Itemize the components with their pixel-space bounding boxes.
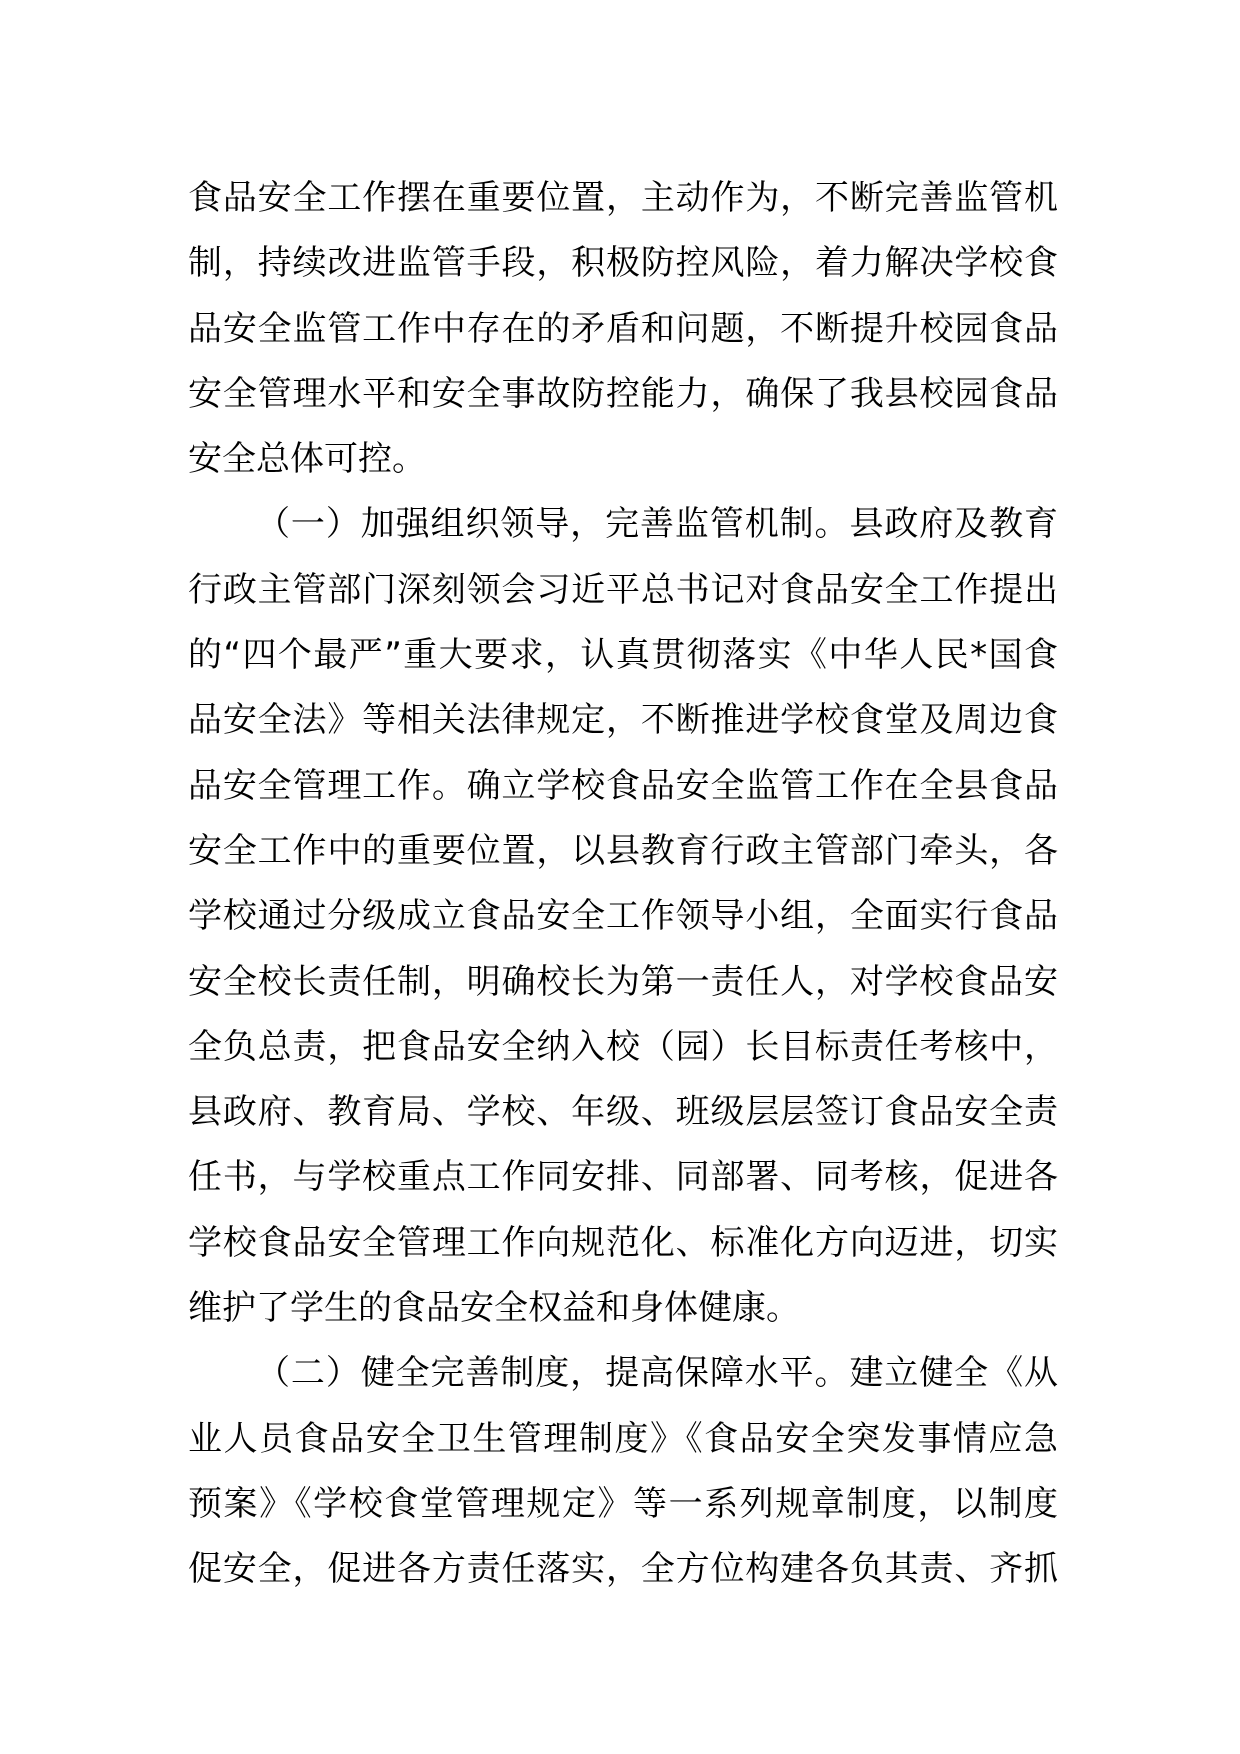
text-line: 学校通过分级成立食品安全工作领导小组，全面实行食品 (188, 896, 1058, 937)
text-line: 制，持续改进监管手段，积极防控风险，着力解决学校食 (188, 243, 1058, 284)
paragraph-heading-line: （二）健全完善制度，提高保障水平。建立健全《从 (256, 1353, 1058, 1394)
text-line: 任书，与学校重点工作同安排、同部署、同考核，促进各 (188, 1157, 1058, 1198)
text-line: 安全总体可控。 (188, 439, 426, 480)
text-line: 行政主管部门深刻领会习近平总书记对食品安全工作提出 (188, 569, 1058, 610)
text-line: 县政府、教育局、学校、年级、班级层层签订食品安全责 (188, 1092, 1058, 1133)
text-line: 维护了学生的食品安全权益和身体健康。 (188, 1288, 800, 1329)
text-line: 促安全，促进各方责任落实，全方位构建各负其责、齐抓 (188, 1549, 1058, 1590)
text-line: 全负总责，把食品安全纳入校（园）长目标责任考核中， (188, 1026, 1058, 1067)
paragraph-heading-line: （一）加强组织领导，完善监管机制。县政府及教育 (256, 504, 1058, 545)
text-line: 学校食品安全管理工作向规范化、标准化方向迈进，切实 (188, 1222, 1058, 1263)
text-line: 食品安全工作摆在重要位置，主动作为，不断完善监管机 (188, 178, 1058, 218)
text-line: 安全工作中的重要位置，以县教育行政主管部门牵头，各 (188, 830, 1058, 871)
text-line: 品安全法》等相关法律规定，不断推进学校食堂及周边食 (188, 700, 1058, 741)
text-line: 安全校长责任制，明确校长为第一责任人，对学校食品安 (188, 961, 1058, 1002)
text-line: 品安全监管工作中存在的矛盾和问题，不断提升校园食品 (188, 308, 1058, 349)
text-line: 预案》《学校食堂管理规定》等一系列规章制度，以制度 (188, 1483, 1058, 1524)
text-line: 品安全管理工作。确立学校食品安全监管工作在全县食品 (188, 765, 1058, 806)
text-line: 的“四个最严”重大要求，认真贯彻落实《中华人民*国食 (188, 635, 1058, 676)
document-body (188, 166, 1058, 1603)
text-line: 安全管理水平和安全事故防控能力，确保了我县校园食品 (188, 373, 1058, 414)
text-line: 业人员食品安全卫生管理制度》《食品安全突发事情应急 (188, 1418, 1058, 1459)
